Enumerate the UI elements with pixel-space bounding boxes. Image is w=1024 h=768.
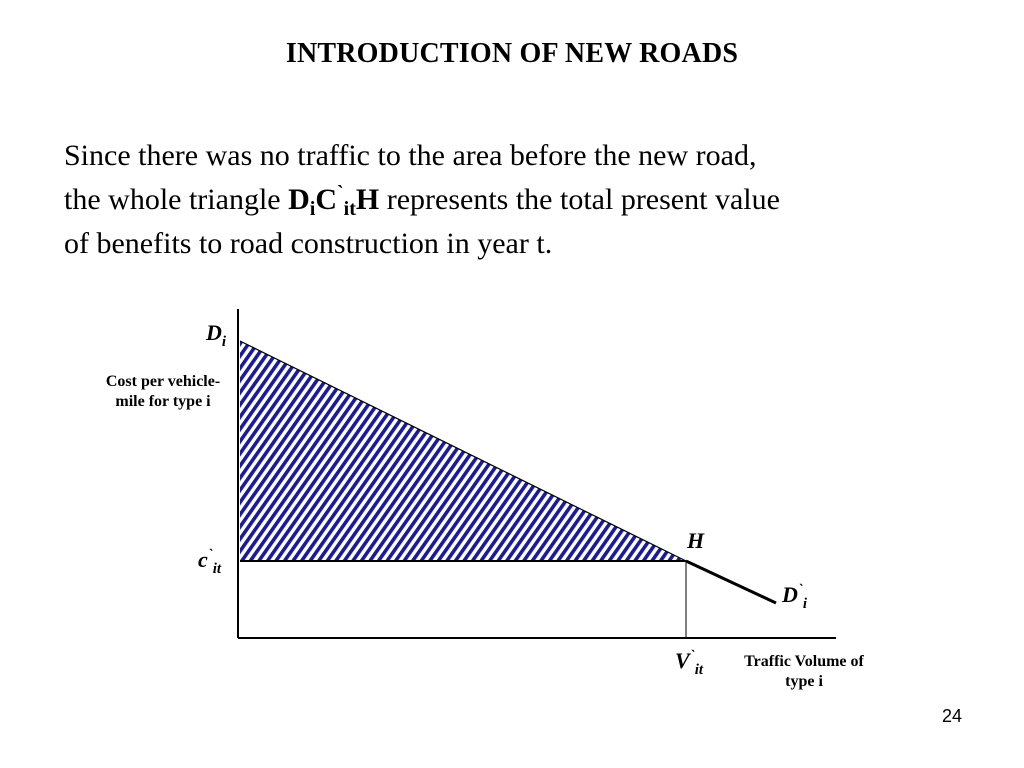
y-axis-label-line-1: Cost per vehicle- xyxy=(105,373,221,390)
tri-tick: ` xyxy=(337,182,344,204)
tri-H: H xyxy=(355,183,380,216)
body-line-2-prefix: the whole triangle xyxy=(64,183,289,216)
y-axis-label xyxy=(88,372,238,412)
tri-D: D xyxy=(288,183,310,216)
label-H: H xyxy=(687,528,705,553)
slide-title: INTRODUCTION OF NEW ROADS xyxy=(285,38,739,69)
demand-curve-extension xyxy=(686,561,776,603)
label-Di: $D_i$ xyxy=(206,320,227,350)
page-number: 24 xyxy=(941,706,962,726)
label-cit: $c^`_{it}$ xyxy=(198,547,222,577)
tri-C: C xyxy=(315,183,337,216)
label-Vit: $V^`_{it}$ xyxy=(675,648,704,678)
x-axis-label xyxy=(724,652,884,692)
body-line-3: of benefits to road construction in year t. xyxy=(64,227,553,260)
body-line-2-suffix: represents the total present value xyxy=(379,183,780,216)
body-line-1: Since there was no traffic to the area before the new road, xyxy=(64,139,757,172)
tri-i-sub: i xyxy=(309,198,316,220)
label-Dprime-i: $D^`_i$ xyxy=(782,582,808,612)
x-axis-label-line-2: type i xyxy=(785,673,823,690)
tri-it-sub: it xyxy=(343,198,356,220)
x-axis-label-line-1: Traffic Volume of xyxy=(744,653,864,670)
y-axis-label-line-2: mile for type i xyxy=(115,393,211,410)
